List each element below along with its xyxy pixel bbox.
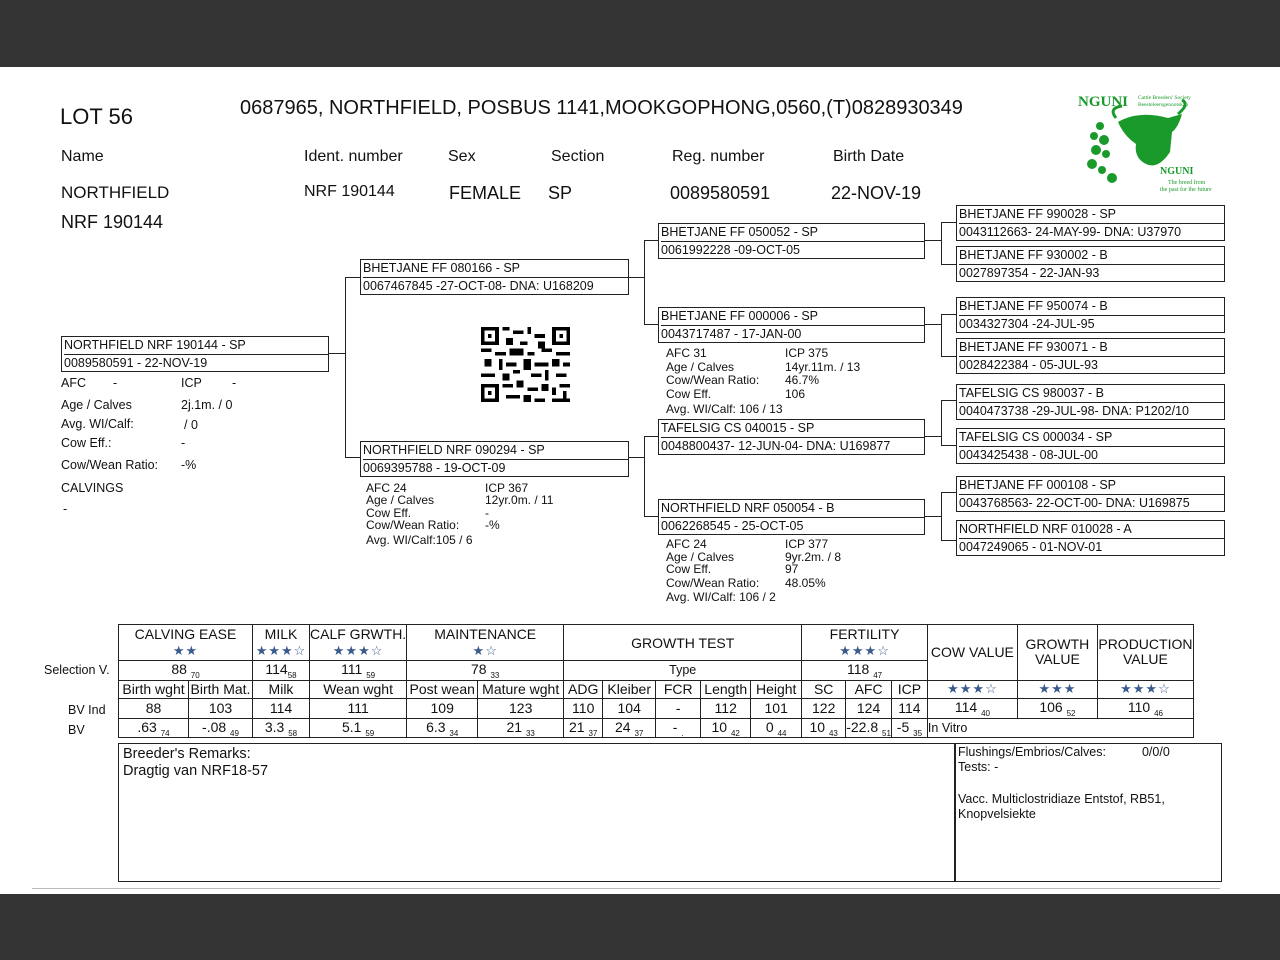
- bv-cell: 0 $_{44}$: [751, 718, 802, 738]
- bv-cell: 21 $_{33}$: [478, 718, 564, 738]
- bvind-cell: 124: [846, 698, 892, 718]
- group-fert: FERTILITY: [802, 625, 928, 643]
- bvind-cell: 111: [310, 698, 407, 718]
- logo-badge: NGUNI: [1160, 166, 1194, 177]
- sd-wi: Avg. WI/Calf: 106 / 13: [666, 402, 783, 416]
- animal-line2: 0089580591 - 22-NOV-19: [64, 356, 208, 370]
- value-reg: 0089580591: [670, 183, 771, 203]
- bvind-cell: 114: [891, 698, 927, 718]
- sel-milk: $114_{58}$: [253, 661, 310, 681]
- dd-ratio-value: 48.05%: [785, 576, 826, 590]
- sel-calf: 111 $_{59}$: [310, 661, 407, 681]
- sd-eff-label: Cow Eff.: [666, 387, 712, 401]
- stars-gval: ★★★: [1017, 680, 1097, 698]
- group-maint: MAINTENANCE: [407, 625, 564, 643]
- value-name: NORTHFIELD: [61, 183, 170, 202]
- ds-line2: 0048800437- 12-JUN-04- DNA: U169877: [661, 439, 891, 453]
- value-gval: 106 $_{52}$: [1017, 698, 1097, 718]
- side-info: [955, 743, 1222, 882]
- gg1-line1: BHETJANE FF 990028 - SP: [959, 206, 1224, 224]
- connector: [925, 516, 941, 517]
- gg1-line2: 0043112663- 24-MAY-99- DNA: U37970: [959, 225, 1182, 239]
- connector: [644, 240, 658, 241]
- dam-eff-value: -: [485, 506, 489, 520]
- gg-box-1[interactable]: [956, 205, 1225, 241]
- bvind-cell: 123: [478, 698, 564, 718]
- animal-line1: NORTHFIELD NRF 190144 - SP: [64, 337, 328, 355]
- col-header: SC: [802, 680, 846, 698]
- col-header: AFC: [846, 680, 892, 698]
- dam-icp: ICP 367: [485, 481, 529, 495]
- sd-age-value: 14yr.11m. / 13: [785, 360, 861, 374]
- connector: [925, 324, 941, 325]
- sire-box[interactable]: [360, 259, 629, 295]
- gg5-line2: 0040473738 -29-JUL-98- DNA: P1202/10: [959, 404, 1190, 418]
- vacc-line2: Knopvelsiekte: [958, 807, 1036, 821]
- row-label-bvind: BV Ind: [68, 703, 106, 717]
- bvind-cell: 112: [701, 698, 751, 718]
- logo-line1: Cattle Breeders' Society: [1138, 95, 1191, 101]
- connector: [925, 240, 941, 241]
- bv-cell: -5 $_{35}$: [891, 718, 927, 738]
- gg6-line1: TAFELSIG CS 000034 - SP: [959, 429, 1224, 447]
- logo-title: NGUNI: [1078, 94, 1129, 110]
- sire-line1: BHETJANE FF 080166 - SP: [363, 260, 628, 278]
- gg-box-2[interactable]: [956, 246, 1225, 282]
- value-ident: NRF 190144: [304, 183, 395, 200]
- gg2-line1: BHETJANE FF 930002 - B: [959, 247, 1224, 265]
- bv-cell: 24 $_{37}$: [603, 718, 656, 738]
- bottom-rule: [32, 888, 1220, 889]
- sd-ratio-label: Cow/Wean Ratio:: [666, 373, 760, 387]
- bv-cell: .63 $_{74}$: [119, 718, 189, 738]
- col-header: Mature wght: [478, 680, 564, 698]
- bvind-cell: 101: [751, 698, 802, 718]
- animal-eff-value: -: [181, 436, 186, 450]
- group-calving: CALVING EASE: [119, 625, 253, 643]
- gg7-line1: BHETJANE FF 000108 - SP: [959, 477, 1224, 495]
- bv-cell: 3.3 $_{58}$: [253, 718, 310, 738]
- dam-box[interactable]: [360, 441, 629, 477]
- gg8-line2: 0047249065 - 01-NOV-01: [959, 540, 1103, 554]
- vacc-line1: Vacc. Multiclostridiaze Entstof, RB51,: [958, 792, 1165, 806]
- bvind-cell: 122: [802, 698, 846, 718]
- gg-box-8[interactable]: [956, 520, 1225, 556]
- bvind-cell: 88: [119, 698, 189, 718]
- remarks-text: Dragtig van NRF18-57: [123, 763, 269, 779]
- dam-wi: Avg. WI/Calf:105 / 6: [366, 533, 473, 547]
- group-growth: GROWTH TEST: [564, 625, 802, 661]
- col-header: Milk: [253, 680, 310, 698]
- dd-wi: Avg. WI/Calf: 106 / 2: [666, 590, 776, 604]
- dd-ratio-label: Cow/Wean Ratio:: [666, 576, 760, 590]
- connector: [941, 222, 942, 264]
- dam-age-label: Age / Calves: [366, 493, 435, 507]
- connector: [941, 400, 942, 445]
- dam-afc: AFC 24: [366, 481, 407, 495]
- connector: [941, 356, 956, 357]
- dd-line2: 0062268545 - 25-OCT-05: [661, 519, 804, 533]
- animal-ratio-value: -%: [181, 458, 197, 472]
- group-cow: COW VALUE: [927, 625, 1017, 681]
- connector: [941, 314, 942, 356]
- animal-age-label: Age / Calves: [61, 398, 132, 412]
- sel-fert: 118 $_{47}$: [802, 661, 928, 681]
- row-label-selection: Selection V.: [44, 663, 110, 677]
- ss-line2: 0061992228 -09-OCT-05: [661, 243, 800, 257]
- bv-cell: -.08 $_{49}$: [189, 718, 253, 738]
- row-label-bv: BV: [68, 723, 85, 737]
- tests: Tests: -: [958, 760, 999, 774]
- bv-cell: 6.3 $_{34}$: [407, 718, 478, 738]
- connector: [629, 457, 644, 458]
- stars-calf: ★★★☆: [310, 643, 407, 661]
- animal-afc-label: AFC: [61, 376, 86, 390]
- value-cow: 114 $_{40}$: [927, 698, 1017, 718]
- owner-info: 0687965, NORTHFIELD, POSBUS 1141,MOOKGOPHONG,0560,(T)0828930349: [240, 97, 963, 119]
- gg2-line2: 0027897354 - 22-JAN-93: [959, 266, 1100, 280]
- animal-afc-value: -: [113, 376, 118, 390]
- connector: [629, 277, 644, 278]
- sel-maint: 78 $_{33}$: [407, 661, 564, 681]
- gg-box-5[interactable]: [956, 384, 1225, 420]
- connector: [941, 222, 956, 223]
- sd-line2: 0043717487 - 17-JAN-00: [661, 327, 802, 341]
- gg-box-4[interactable]: [956, 338, 1225, 374]
- remarks-label: Breeder's Remarks:: [123, 746, 251, 762]
- animal-icp-value: -: [232, 376, 237, 390]
- logo-tag1: The breed from: [1168, 180, 1206, 186]
- dd-eff-label: Cow Eff.: [666, 562, 712, 576]
- top-bar: [0, 0, 1280, 67]
- qr-code: [481, 327, 570, 402]
- breeders-remarks: [118, 743, 955, 882]
- sd-icp: ICP 375: [785, 346, 829, 360]
- dd-age-value: 9yr.2m. / 8: [785, 550, 842, 564]
- connector: [941, 492, 956, 493]
- connector: [941, 400, 956, 401]
- gg7-line2: 0043768563- 22-OCT-00- DNA: U169875: [959, 496, 1190, 510]
- bvind-cell: 109: [407, 698, 478, 718]
- label-section: Section: [551, 148, 605, 165]
- connector: [345, 277, 360, 278]
- bv-cell: 10 $_{42}$: [701, 718, 751, 738]
- breeding-values-table: [118, 624, 1194, 738]
- dam-dam-box[interactable]: [658, 499, 925, 535]
- label-birth: Birth Date: [833, 148, 905, 165]
- sd-eff-value: 106: [785, 387, 806, 401]
- connector: [644, 436, 645, 516]
- stars-milk: ★★★☆: [253, 643, 310, 661]
- stars-cow: ★★★☆: [927, 680, 1017, 698]
- sd-afc: AFC 31: [666, 346, 707, 360]
- sel-calving: 88 $_{70}$: [119, 661, 253, 681]
- col-header: Height: [751, 680, 802, 698]
- col-header: ICP: [891, 680, 927, 698]
- col-header: Birth wght: [119, 680, 189, 698]
- connector: [925, 436, 941, 437]
- connector: [345, 457, 360, 458]
- stars-maint: ★☆: [407, 643, 564, 661]
- value-prod: 110 $_{46}$: [1097, 698, 1193, 718]
- animal-box[interactable]: [61, 336, 329, 372]
- label-reg: Reg. number: [672, 148, 765, 165]
- ds-line1: TAFELSIG CS 040015 - SP: [661, 420, 924, 438]
- dam-ratio-value: -%: [485, 518, 500, 532]
- bvind-cell: 114: [253, 698, 310, 718]
- connector: [644, 436, 658, 437]
- logo-tag2: the past for the future: [1160, 187, 1212, 193]
- sd-line1: BHETJANE FF 000006 - SP: [661, 308, 924, 326]
- gg5-line1: TAFELSIG CS 980037 - B: [959, 385, 1224, 403]
- connector: [644, 516, 658, 517]
- gg-box-3[interactable]: [956, 297, 1225, 333]
- bottom-bar: [0, 894, 1280, 960]
- in-vitro: In Vitro: [927, 718, 1193, 738]
- animal-eff-label: Cow Eff.:: [61, 436, 112, 450]
- gg-box-6[interactable]: [956, 428, 1225, 464]
- sire-dam-box[interactable]: [658, 307, 925, 343]
- gg8-line1: NORTHFIELD NRF 010028 - A: [959, 521, 1224, 539]
- bv-cell: 10 $_{43}$: [802, 718, 846, 738]
- group-milk: MILK: [253, 625, 310, 643]
- value-birth: 22-NOV-19: [831, 183, 922, 203]
- gg3-line2: 0034327304 -24-JUL-95: [959, 317, 1095, 331]
- value-section: SP: [548, 183, 573, 203]
- sire-sire-box[interactable]: [658, 223, 925, 259]
- dam-line1: NORTHFIELD NRF 090294 - SP: [363, 442, 628, 460]
- bvind-cell: 110: [564, 698, 603, 718]
- dam-line2: 0069395788 - 19-OCT-09: [363, 461, 506, 475]
- animal-ratio-label: Cow/Wean Ratio:: [61, 458, 159, 472]
- gg3-line1: BHETJANE FF 950074 - B: [959, 298, 1224, 316]
- col-header: FCR: [656, 680, 701, 698]
- animal-age-value: 2j.1m. / 0: [181, 398, 233, 412]
- group-prod: PRODUCTION VALUE: [1097, 625, 1193, 681]
- sire-line2: 0067467845 -27-OCT-08- DNA: U168209: [363, 279, 594, 293]
- bvind-cell: -: [656, 698, 701, 718]
- dam-eff-label: Cow Eff.: [366, 506, 412, 520]
- bv-cell: 21 $_{37}$: [564, 718, 603, 738]
- flush-value: 0/0/0: [1141, 745, 1170, 759]
- type-label: Type: [564, 661, 802, 681]
- bv-cell: - $_.$: [656, 718, 701, 738]
- gg-box-7[interactable]: [956, 476, 1225, 512]
- col-header: Kleiber: [603, 680, 656, 698]
- dam-age-value: 12yr.0m. / 11: [485, 493, 554, 507]
- dd-eff-value: 97: [785, 562, 799, 576]
- stars-prod: ★★★☆: [1097, 680, 1193, 698]
- gg4-line2: 0028422384 - 05-JUL-93: [959, 358, 1098, 372]
- dd-afc: AFC 24: [666, 537, 707, 551]
- connector: [941, 540, 956, 541]
- animal-wi-label: Avg. WI/Calf:: [61, 417, 134, 431]
- sd-age-label: Age / Calves: [666, 360, 735, 374]
- flush-label: Flushings/Embrios/Calves:: [958, 745, 1106, 759]
- group-gval: GROWTH VALUE: [1017, 625, 1097, 681]
- animal-icp-label: ICP: [181, 376, 202, 390]
- dd-age-label: Age / Calves: [666, 550, 735, 564]
- bv-cell: -22.8 $_{51}$: [846, 718, 891, 738]
- dam-sire-box[interactable]: [658, 419, 925, 455]
- connector: [941, 445, 956, 446]
- connector: [941, 314, 956, 315]
- ss-line1: BHETJANE FF 050052 - SP: [661, 224, 924, 242]
- connector: [644, 324, 658, 325]
- calvings-label: CALVINGS: [61, 481, 124, 495]
- bvind-cell: 103: [189, 698, 253, 718]
- col-header: ADG: [564, 680, 603, 698]
- gg6-line2: 0043425438 - 08-JUL-00: [959, 448, 1098, 462]
- dam-ratio-label: Cow/Wean Ratio:: [366, 518, 460, 532]
- nguni-logo: [1078, 92, 1212, 194]
- animal-wi-value: / 0: [184, 418, 198, 432]
- label-name: Name: [61, 148, 104, 165]
- dd-line1: NORTHFIELD NRF 050054 - B: [661, 500, 924, 518]
- value-sex: FEMALE: [449, 183, 522, 203]
- label-ident: Ident. number: [304, 148, 403, 165]
- lot-number: LOT 56: [60, 104, 133, 129]
- connector: [941, 492, 942, 540]
- bv-cell: 5.1 $_{59}$: [310, 718, 407, 738]
- logo-line2: Beesteleersgenootskap: [1138, 102, 1189, 108]
- col-header: Birth Mat.: [189, 680, 253, 698]
- bvind-cell: 104: [603, 698, 656, 718]
- connector: [329, 353, 345, 354]
- label-sex: Sex: [448, 148, 476, 165]
- value-name-2: NRF 190144: [61, 212, 164, 232]
- stars-calving: ★★: [119, 643, 253, 661]
- col-header: Wean wght: [310, 680, 407, 698]
- sd-ratio-value: 46.7%: [785, 373, 820, 387]
- connector: [941, 264, 956, 265]
- connector: [644, 240, 645, 324]
- dd-icp: ICP 377: [785, 537, 829, 551]
- group-calf: CALF GRWTH.: [310, 625, 407, 642]
- connector: [345, 277, 346, 457]
- col-header: Length: [701, 680, 751, 698]
- gg4-line1: BHETJANE FF 930071 - B: [959, 339, 1224, 357]
- col-header: Post wean: [407, 680, 478, 698]
- stars-fert: ★★★☆: [802, 643, 928, 661]
- calvings-value: -: [63, 502, 68, 516]
